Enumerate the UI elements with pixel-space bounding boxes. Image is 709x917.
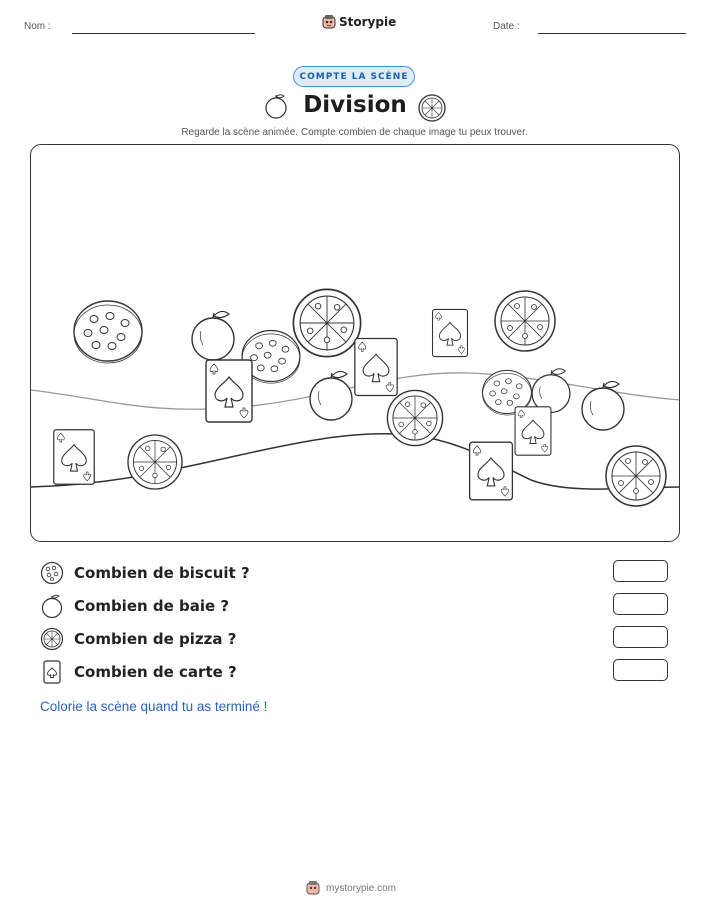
question-text: Combien de carte ? <box>74 663 237 681</box>
scene-berry <box>310 371 352 420</box>
answer-box[interactable] <box>613 593 668 615</box>
scene-pizza <box>606 446 666 506</box>
date-label: Date : <box>493 21 520 32</box>
name-label: Nom : <box>24 21 51 32</box>
scene-pizza <box>495 291 555 351</box>
question-row <box>40 560 250 586</box>
berry-icon <box>263 92 289 120</box>
scene-cookie <box>74 301 142 363</box>
storypie-logo <box>322 12 396 32</box>
answer-box[interactable] <box>613 560 668 582</box>
subtitle: Regarde la scène animée. Compte combien de chaque image tu peux trouver. <box>181 127 528 138</box>
scene-box <box>30 144 680 542</box>
scene-card <box>206 360 252 422</box>
scene-pizza <box>387 390 442 445</box>
scene-berry <box>582 381 624 430</box>
question-text: Combien de biscuit ? <box>74 564 250 582</box>
question-row <box>40 593 229 619</box>
footer-url[interactable]: mystorypie.com <box>326 882 397 894</box>
scene-card <box>54 430 94 485</box>
date-field[interactable] <box>538 33 686 34</box>
scene-card <box>470 442 513 500</box>
question-text: Combien de pizza ? <box>74 630 237 648</box>
pizza-icon <box>40 627 64 651</box>
logo-text: Storypie <box>339 15 397 29</box>
footer <box>306 879 396 897</box>
question-row <box>40 626 236 652</box>
berry-icon <box>40 593 64 619</box>
scene-pizza <box>293 289 360 356</box>
scene-illustration <box>31 145 680 542</box>
scene-berry <box>192 311 234 360</box>
card-icon <box>40 659 64 685</box>
name-field[interactable] <box>72 33 255 34</box>
scene-card <box>515 407 551 455</box>
storypie-mascot-icon <box>306 880 320 896</box>
scene-card <box>433 309 468 356</box>
cookie-icon <box>40 561 64 585</box>
answer-box[interactable] <box>613 626 668 648</box>
page-title: Division <box>303 92 407 118</box>
question-text: Combien de baie ? <box>74 597 230 615</box>
scene-card <box>355 338 397 395</box>
answer-box[interactable] <box>613 659 668 681</box>
scene-berry <box>532 369 570 413</box>
coloring-instruction: Colorie la scène quand tu as terminé ! <box>40 699 268 714</box>
activity-badge: COMPTE LA SCÈNE <box>293 66 415 87</box>
question-row <box>40 659 237 685</box>
storypie-mascot-icon <box>322 14 336 30</box>
scene-pizza <box>128 435 182 489</box>
pizza-icon <box>417 93 447 123</box>
